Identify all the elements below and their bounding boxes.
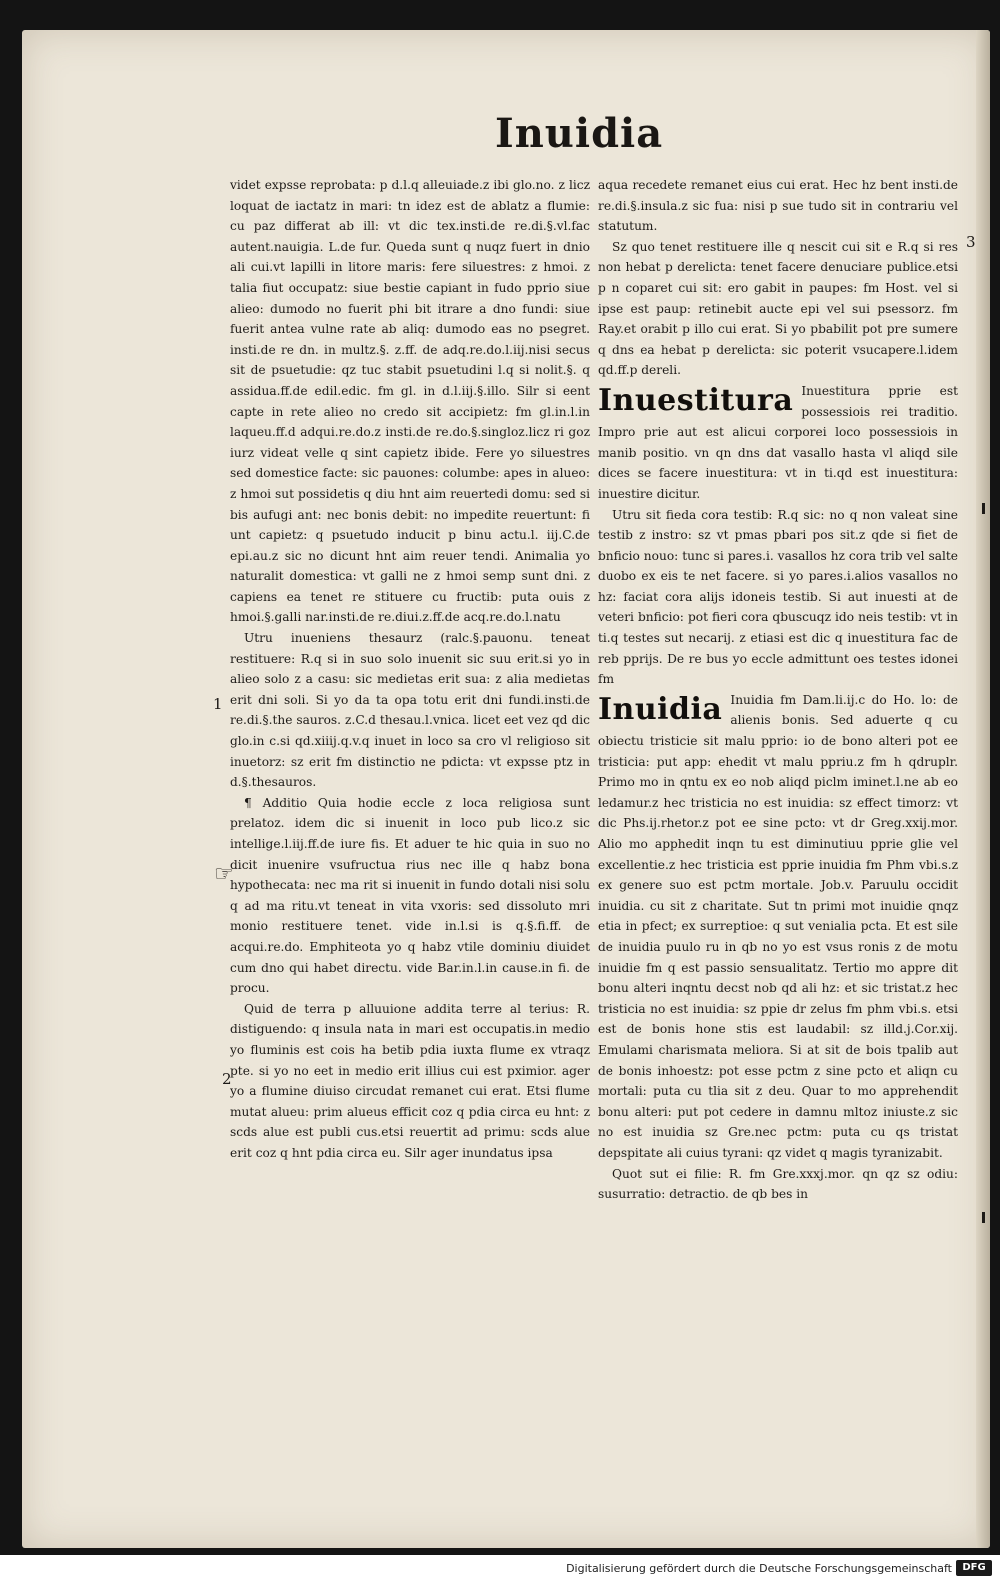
right-paragraph-6: Quot sut ei filie: R. fm Gre.xxxj.mor. qn qz sz odiu: susurratio: detractio. de qb bes in xyxy=(598,1166,958,1202)
margin-tick-mark xyxy=(982,503,985,514)
right-paragraph-inuidia xyxy=(598,690,958,1164)
left-paragraph-2: Utru inueniens thesaurz (ralc.§.pauonu. teneat restituere: R.q si in suo solo inuenit sic suu erit.si yo in alieo solo z a casu: sic medietas erit sua: z alia medietas erit dni soli. Si yo da ta opa totu erit dni fundi.insti.de re.di.§.the sauros. z.C.d thesau.l.vnica. licet eet vez qd dic glo.in c.si qd.xiiij.q.v.q inuet in loco sa cro vl religioso sit inuetorz: sz erit fm distinctio ne pdicta: vt expsse ptz in d.§.thesauros. xyxy=(230,631,590,790)
pointing-hand-icon: ☞ xyxy=(214,862,234,887)
inuidia-text: Inuidia fm Dam.li.ij.c do Ho. lo: de alienis bonis. Sed aduerte q cu obiectu tristicie sit malu pprio: io de bono alteri pot ee tristicia: put app: ehedit vt malu ppriu.z fm h qdruplr. Primo mo in qntu ex eo nob aliqd piclm iminet.l.ne ab eo ledamur.z hec tristicia no est inuidia: sz effect timorz: vt dic Phs.ij.rhetor.z pot ee sine pcto: vt dr Greg.xxij.mor. Alio mo apphedit inqn tu est diminutiuu pprie glie vel excellentie.z hec tristicia est pprie inuidia fm Phm vbi.s.z ex genere suo est pctm mortale. Job.v. Paruulu occidit inuidia. cu sit z charitate. Sut tn primi mot inuidie qnqz etia in pfect; ex surreptioe: q sut venialia pcta. Et est sile de inuidia puulo ru in qb no yo est vsus ronis z de motu inuidie fm q est passio sensualitatz. Tertio mo appre dit bonu alteri inqntu decst nob qd ali hz: et sic tristat.z hec tristicia no est inuidia: sz ppie dr zelus fm phm vbi.s. etsi est de bonis hone stis est laudabil: sz illd.j.Cor.xij. Emulami charismata meliora. Si at sit de bois tpalib aut de bonis inhoestz: pot esse pctm z sine pcto et aliqn cu mortali: puta cu tlia sit z deu. Quar to mo apprehendit bonu alteri: put pot cedere in damnu mltoz iniuste.z sic no est inuidia sz Gre.nec pctm: puta cu qs tristat depspitate ali cuius tyrani: qz videt q magis tyranizabit. xyxy=(598,692,958,1160)
left-column xyxy=(230,175,590,1164)
dfg-logo: DFG xyxy=(956,1560,992,1576)
right-paragraph-1: aqua recedete remanet eius cui erat. Hec hz bent insti.de re.di.§.insula.z sic fua: nisi p sue tudo sit in contrariu vel statutum. xyxy=(598,178,958,234)
marginal-number-2: 2 xyxy=(222,1070,232,1088)
page-edge xyxy=(976,30,990,1548)
left-paragraph-4: Quid de terra p alluuione addita terre al terius: R. distiguendo: q insula nata in mari est occupatis.in medio yo fluminis est cois ha betib pdia iuxta flume ex vtraqz pte. si yo no eet in medio erit illius cui est pximior. ager yo a flumine diuiso circudat remanet cui erat. Etsi flume mutat alueu: prim alueus efficit coz q pdia circa eu hnt: z scds alue est publi cus.etsi reuertit ad primu: scds alue erit coz q hnt pdia circa eu. Silr ager inundatus ipsa xyxy=(230,1001,590,1160)
marginal-number-1: 1 xyxy=(213,695,223,713)
left-paragraph-1: videt expsse reprobata: p d.l.q alleuiade.z ibi glo.no. z licz loquat de iactatz in mari: tn idez est de ablatz a flumie: cu paz differat ab ill: vt dic tex.insti.de re.di.§.vl.fac autent.nauigia. L.de fur. Queda sunt q nuqz fuert in dnio ali cui.vt lapilli in litore maris: fere siluestres: z hmoi. z talia fiut occupatz: siue bestie capiant in fudo pprio siue alieo: dumodo no fuerit phi bit itrare a dno fundi: siue fuerit antea vulne rate ab aliq: dumodo eas no psegret. insti.de re dn. in multz.§. z.ff. de adq.re.do.l.iij.nisi secus sit de psuetudie: qz tuc stabit psuetudini l.q si nolit.§. q assidua.ff.de edil.edic. fm gl. in d.l.iij.§.illo. Silr si eent capte in rete alieo no credo sit accipietz: fm gl.in.l.in laqueu.ff.d adqui.re.do.z insti.de re.do.§.singloz.licz ri goz iurz videat velle q sint capietz ibide. Fere yo siluestres sed domestice facte: sic pauones: columbe: apes in alueo: z hmoi sut possidetis q diu hnt aim reuertedi domu: sed si bis aufugi ant: nec bonis debit: no impedite reuertunt: fi unt capietz: q psuetudo inducit p binu actu.l. iij.C.de epi.au.z sic no dicunt hnt aim reuer tendi. Animalia yo naturalit domestica: vt galli ne z hmoi semp sunt dni. z capiens ea tenet re stituere cu fructib: puta ouis z hmoi.§.galli nar.insti.de re.diui.z.ff.de acq.re.do.l.natu xyxy=(230,178,590,625)
right-paragraph-inuestitura xyxy=(598,381,958,505)
marginal-number-3: 3 xyxy=(966,233,976,251)
footer-credit: Digitalisierung gefördert durch die Deutsche Forschungsgemeinschaft xyxy=(566,1562,952,1575)
inuestitura-text: Inuestitura pprie est possessiois rei traditio. Impro prie aut est alicui corporei loco possessiois in manib positio. vn qn dns dat vasallo hasta vl aliqd sile dices se facere inuestitura: vt in ti.qd est inuestitura: inuestire dicitur. xyxy=(598,383,958,501)
right-column xyxy=(598,175,958,1205)
right-paragraph-2: Sz quo tenet restituere ille q nescit cui sit e R.q si res non hebat p derelicta: tenet facere denuciare publice.etsi p n coparet cui sit: ero gabit in paupes: fm Host. vel si ipse est paup: retinebit aucte epi vel sui psessorz. fm Ray.et orabit p illo cui erat. Si yo pbabilit pot pre sumere q dns ea hebat p derelicta: sic poterit vsucapere.l.idem qd.ff.p dereli. xyxy=(598,239,958,378)
heading-inuestitura: Inuestitura xyxy=(598,382,794,418)
left-paragraph-3-additio: ¶ Additio Quia hodie eccle z loca religiosa sunt prelatoz. idem dic si inuenit in loco pub lico.z sic intellige.l.iij.ff.de iure fis. Et aduer te hic quia in suo no dicit inuenire vsufructua rius nec ille q habz bona hypothecata: nec ma rit si inuenit in fundo dotali nisi solu q ad ma ritu.vt teneat in vita vxoris: sed dissoluto mri monio restituere tenet. vide in.l.si is q.§.fi.ff. de acqui.re.do. Emphiteota yo q habz vtile dominiu diuidet cum dno qui habet directu. vide Bar.in.l.in cause.in fi. de procu. xyxy=(230,795,590,996)
margin-tick-mark xyxy=(982,1212,985,1223)
right-paragraph-4: Utru sit fieda cora testib: R.q sic: no q non valeat sine testib z instro: sz vt pmas pbari pos sit.z qde si fiet de bnficio nouo: tunc si pares.i. vasallos hz cora trib vel salte duobo ex eis te net facere. si yo pares.i.alios vasallos no hz: faciat cora alijs idoneis testib. Si aut inuesti at de veteri bnficio: pot fieri cora qbuscuqz ido neis testib: vt in ti.q testes sut necarij. z etiasi est dic q inuestitura fac de reb pprijs. De re bus yo eccle admittunt oes testes idonei fm xyxy=(598,507,958,687)
running-head: Inuidia xyxy=(495,110,664,157)
heading-inuidia: Inuidia xyxy=(598,691,723,727)
